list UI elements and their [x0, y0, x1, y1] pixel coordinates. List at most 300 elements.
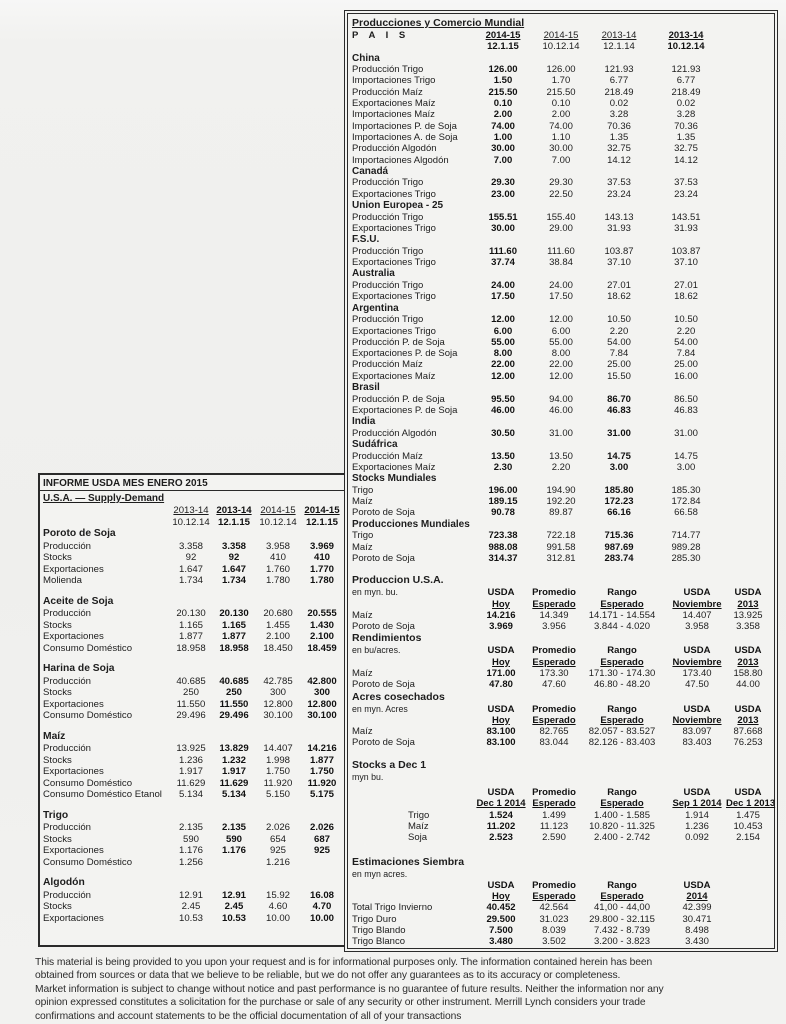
table-row [352, 246, 772, 257]
column-subheader: 2013 [737, 714, 759, 726]
cell-value: 12.800 [307, 698, 337, 710]
cell-value: 12.91 [221, 889, 246, 901]
cell-value: 54.00 [674, 336, 698, 348]
column-subheader: Esperado [532, 798, 576, 810]
table-row [352, 75, 772, 86]
row-label: Trigo Blando [352, 925, 406, 937]
table-row [43, 676, 343, 688]
column-subheader: Esperado [600, 891, 644, 903]
cell-value: 2.20 [609, 325, 629, 337]
row-label: Exportaciones Maíz [352, 370, 436, 382]
cell-value: 1.750 [309, 766, 334, 777]
table-row [352, 87, 772, 98]
cell-value: 15.50 [607, 370, 631, 382]
cell-value: 29.496 [176, 710, 206, 721]
cell-value: 0.10 [493, 98, 513, 110]
cell-value: 2.026 [265, 822, 290, 833]
cell-value: 23.24 [674, 188, 698, 200]
cell-value: 2.30 [493, 461, 513, 473]
cell-value: 30.100 [307, 710, 337, 721]
usda-supply-demand-table [38, 473, 346, 947]
cell-value: 2.20 [551, 461, 571, 473]
cell-value: 6.00 [493, 325, 513, 337]
column-year: 2014-15 [485, 30, 521, 41]
cell-value: 185.30 [671, 484, 701, 496]
cell-value: 70.36 [674, 120, 698, 132]
cell-value: 14.407 [263, 743, 293, 754]
cell-value: 46.83 [674, 404, 698, 416]
section-header: China [352, 52, 380, 64]
cell-value: 0.02 [609, 98, 629, 110]
row-label: Exportaciones Trigo [352, 325, 436, 337]
row-label: Stocks [43, 754, 72, 766]
table-row [352, 155, 772, 166]
row-label: Consumo Doméstico [43, 856, 133, 868]
section-header: Canadá [352, 165, 389, 177]
row-label: Poroto de Soja [352, 737, 415, 749]
cell-value: 14.75 [674, 450, 698, 462]
cell-value: 54.00 [607, 336, 631, 348]
cell-value: 590 [182, 833, 199, 845]
row-label: Exportaciones P. de Soja [352, 348, 458, 360]
cell-value: 66.58 [674, 507, 698, 519]
cell-value: 2.45 [224, 901, 244, 912]
cell-value: 654 [269, 833, 286, 845]
cell-value: 11.202 [486, 820, 516, 832]
cell-value: 20.555 [307, 608, 337, 619]
column-header: USDA [683, 587, 711, 599]
cell-value: 83.100 [486, 726, 516, 738]
table-row [352, 610, 772, 621]
cell-value: 3.844 - 4.020 [594, 621, 650, 633]
cell-value: 192.20 [546, 496, 576, 508]
column-subheader: Dec 1 2013 [726, 798, 776, 810]
world-table-body [352, 52, 776, 948]
spacer-cell [352, 787, 470, 798]
usda-column-headers [43, 505, 343, 528]
cell-value: 988.08 [488, 541, 518, 553]
cell-value: 3.358 [221, 540, 246, 552]
section-header: Harina de Soja [43, 663, 115, 674]
table-row [43, 755, 343, 767]
table-row [352, 914, 772, 925]
column-subheader: 2013 [737, 656, 759, 668]
column-subheader: 2013 [737, 598, 759, 610]
world-production-table [344, 10, 778, 952]
cell-value: 1.780 [265, 575, 290, 586]
cell-value: 11.629 [176, 777, 206, 789]
column-date: 10.12.14 [259, 516, 297, 528]
column-header: Rango [607, 645, 637, 657]
cell-value: 14.171 - 14.554 [588, 609, 656, 621]
cell-value: 1.455 [265, 619, 290, 631]
cell-value: 991.58 [546, 541, 576, 553]
cell-value: 3.00 [676, 461, 696, 473]
cell-value: 18.958 [219, 642, 249, 654]
cell-value: 10.00 [265, 912, 290, 924]
column-header: USDA [734, 645, 762, 657]
cell-value: 22.00 [491, 359, 515, 371]
cell-value: 82.126 - 83.403 [588, 737, 656, 749]
cell-value: 5.175 [309, 789, 334, 800]
column-date: 10.12.14 [542, 41, 580, 53]
cell-value: 18.62 [674, 291, 698, 303]
table-row [352, 121, 772, 132]
cell-value: 89.87 [549, 507, 573, 519]
table-row [43, 913, 343, 925]
cell-value: 714.77 [671, 530, 701, 542]
us-header-row-2 [352, 599, 772, 610]
cell-value: 17.50 [549, 291, 573, 303]
cell-value: 121.93 [604, 64, 634, 76]
cell-value: 3.28 [676, 109, 696, 121]
cell-value: 18.958 [176, 642, 206, 654]
cell-value: 1.165 [178, 619, 203, 631]
cell-value: 23.00 [491, 188, 515, 200]
column-date: 10.12.14 [172, 516, 210, 528]
disclaimer-line: This material is being provided to you upon your request and is for informational purposes only. The information contained herein has been [35, 957, 653, 968]
cell-value: 3.502 [542, 936, 566, 948]
cell-value: 76.253 [733, 737, 763, 749]
column-subheader: Sep 1 2014 [672, 798, 722, 810]
cell-value: 1.914 [685, 809, 709, 821]
cell-value: 27.01 [607, 280, 631, 292]
column-year: 2013-14 [173, 505, 209, 516]
cell-value: 5.134 [221, 789, 246, 800]
table-row [352, 737, 772, 748]
row-label: Consumo Doméstico [43, 642, 133, 654]
unit-label: en myn acres. [352, 868, 408, 879]
cell-value: 2.590 [542, 832, 566, 844]
cell-value: 22.50 [549, 188, 573, 200]
cell-value: 715.36 [604, 530, 634, 542]
table-row [352, 371, 772, 382]
cell-value: 30.00 [491, 143, 515, 155]
row-label: Poroto de Soja [352, 507, 415, 519]
spacer-cell [352, 41, 471, 52]
cell-value: 14.216 [307, 743, 337, 754]
row-label: Consumo Doméstico Etanol [43, 789, 162, 800]
row-label: Producción Maíz [352, 450, 423, 462]
us-header-row-1 [352, 645, 772, 656]
spacer-cell [352, 715, 470, 726]
cell-value: 1.770 [309, 563, 334, 575]
cell-value: 29.30 [549, 177, 573, 189]
table-row [352, 496, 772, 507]
row-label: Maíz [352, 609, 373, 621]
table-row [43, 743, 343, 755]
cell-value: 13.50 [491, 450, 515, 462]
row-label: Producción [43, 889, 91, 901]
cell-value: 314.37 [488, 552, 518, 564]
cell-value: 172.23 [604, 496, 634, 508]
cell-value: 7.00 [493, 154, 513, 166]
spacer-cell [352, 599, 470, 610]
column-subheader: Noviembre [672, 598, 722, 610]
cell-value: 83.044 [539, 737, 569, 749]
cell-value: 171.30 - 174.30 [588, 668, 656, 679]
cell-value: 2.45 [181, 901, 201, 912]
table-row [352, 212, 772, 223]
row-label: Exportaciones P. de Soja [352, 404, 458, 416]
row-label: Maíz [352, 726, 373, 738]
table-row [352, 257, 772, 268]
table-row [352, 394, 772, 405]
cell-value: 30.00 [549, 143, 573, 155]
row-label: Soja [408, 832, 428, 844]
column-header: USDA [487, 787, 515, 799]
cell-value: 17.50 [491, 291, 515, 303]
column-subheader: Esperado [600, 598, 644, 610]
section-header: Australia [352, 268, 395, 280]
table-row [352, 280, 772, 291]
column-year: 2014-15 [543, 30, 579, 41]
row-label: Poroto de Soja [352, 679, 415, 691]
cell-value: 10.453 [733, 820, 763, 832]
unit-label: en bu/acres. [352, 645, 401, 656]
row-label: Exportaciones Trigo [352, 257, 436, 269]
cell-value: 173.40 [682, 668, 712, 679]
row-label: Producción [43, 675, 91, 687]
row-label: Trigo Duro [352, 913, 397, 925]
table-row [352, 507, 772, 518]
table-row [352, 143, 772, 154]
cell-value: 37.53 [607, 177, 631, 189]
column-year: 2013-14 [668, 30, 704, 41]
cell-value: 2.100 [309, 631, 334, 642]
cell-value: 5.150 [265, 789, 290, 800]
world-years-row [352, 30, 772, 41]
cell-value: 7.84 [676, 348, 696, 360]
column-subheader: Esperado [600, 714, 644, 726]
cell-value: 42.564 [539, 902, 569, 914]
column-header: USDA [683, 787, 711, 799]
row-label: Consumo Doméstico [43, 710, 133, 721]
world-dates-row [352, 41, 772, 52]
row-label: Exportaciones Trigo [352, 222, 436, 234]
column-header: USDA [487, 703, 515, 715]
cell-value: 2.154 [736, 832, 760, 844]
us-header-row-1 [352, 704, 772, 715]
cell-value: 590 [225, 833, 242, 845]
cell-value: 3.480 [489, 936, 513, 948]
column-subheader: Esperado [600, 656, 644, 668]
cell-value: 13.829 [219, 743, 249, 754]
table-row [352, 359, 772, 370]
table-row [352, 810, 772, 821]
row-label: Producción Trigo [352, 314, 424, 326]
cell-value: 14.349 [539, 609, 569, 621]
cell-value: 13.50 [549, 450, 573, 462]
cell-value: 1.877 [221, 631, 246, 642]
table-row [352, 109, 772, 120]
cell-value: 11.550 [176, 698, 206, 710]
cell-value: 86.50 [674, 393, 698, 405]
cell-value: 0.10 [551, 98, 571, 110]
row-label: Exportaciones [43, 766, 104, 777]
us-header-row-2 [352, 798, 776, 810]
column-year: 2013-14 [601, 30, 637, 41]
cell-value: 1.734 [178, 575, 203, 586]
table-row [352, 189, 772, 200]
table-row [352, 462, 772, 473]
cell-value: 74.00 [491, 120, 515, 132]
table-row [43, 541, 343, 553]
cell-value: 987.69 [604, 541, 634, 553]
section-header: Poroto de Soja [43, 528, 116, 539]
cell-value: 1.400 - 1.585 [594, 809, 650, 821]
cell-value: 111.60 [547, 245, 575, 257]
cell-value: 1.10 [551, 131, 571, 143]
cell-value: 121.93 [671, 64, 701, 76]
table-row [352, 553, 772, 564]
cell-value: 925 [313, 845, 330, 856]
us-header-row-1 [352, 787, 772, 798]
cell-value: 3.969 [489, 621, 513, 633]
row-label: Producción P. de Soja [352, 336, 445, 348]
cell-value: 1.430 [309, 619, 334, 631]
row-label: Producción Trigo [352, 245, 424, 257]
cell-value: 20.130 [219, 608, 249, 619]
cell-value: 1.176 [178, 845, 203, 856]
cell-value: 37.10 [674, 257, 698, 269]
usda-table-title: INFORME USDA MES ENERO 2015 [40, 477, 344, 491]
row-label: Exportaciones [43, 845, 104, 856]
cell-value: 722.18 [546, 530, 576, 542]
column-subheader: Esperado [532, 714, 576, 726]
cell-value: 46.80 - 48.20 [594, 679, 650, 691]
column-date: 12.1.14 [603, 41, 635, 53]
table-row [43, 631, 343, 643]
table-row [352, 451, 772, 462]
cell-value: 4.70 [312, 901, 332, 912]
cell-value: 94.00 [549, 393, 573, 405]
column-year: 2013-14 [216, 505, 252, 516]
cell-value: 8.498 [685, 925, 709, 937]
cell-value: 14.75 [607, 450, 631, 462]
table-row [43, 789, 343, 801]
cell-value: 2.400 - 2.742 [594, 832, 650, 844]
spacer-cell [43, 517, 170, 529]
cell-value: 7.00 [551, 154, 571, 166]
table-row [352, 925, 772, 936]
cell-value: 3.956 [542, 621, 566, 633]
cell-value: 29.00 [549, 222, 573, 234]
section-header: Algodón [43, 877, 85, 888]
row-label: Producción [43, 608, 91, 619]
cell-value: 13.925 [176, 743, 206, 754]
section-header: Argentina [352, 302, 399, 314]
disclaimer-line: confirmations and account statements to be the official documentation of all of your transactions [35, 1010, 462, 1022]
cell-value: 1.917 [221, 766, 246, 777]
cell-value: 10.53 [221, 912, 246, 924]
section-header: Rendimientos [352, 632, 422, 645]
row-label: Exportaciones Trigo [352, 291, 436, 303]
cell-value: 3.200 - 3.823 [594, 936, 650, 948]
cell-value: 10.53 [178, 912, 203, 924]
cell-value: 410 [313, 552, 330, 563]
cell-value: 2.523 [489, 832, 513, 844]
row-label: Stocks [43, 687, 72, 698]
row-label: Maíz [408, 820, 429, 832]
cell-value: 3.958 [685, 621, 709, 633]
cell-value: 2.135 [221, 822, 246, 833]
cell-value: 16.08 [309, 889, 334, 901]
cell-value: 312.81 [546, 552, 576, 564]
row-label: Exportaciones [43, 563, 104, 575]
table-row [43, 834, 343, 846]
table-row [43, 687, 343, 699]
cell-value: 40.685 [176, 675, 206, 687]
cell-value: 86.70 [607, 393, 631, 405]
cell-value: 30.00 [491, 222, 515, 234]
row-label: Trigo Blanco [352, 936, 405, 948]
table-row [352, 621, 772, 632]
cell-value: 14.216 [486, 609, 516, 621]
cell-value: 25.00 [607, 359, 631, 371]
table-row [352, 291, 772, 302]
table-row [352, 326, 772, 337]
spacer [352, 564, 772, 574]
column-header: USDA [683, 879, 711, 891]
column-subheader: Esperado [532, 598, 576, 610]
column-subheader: Dec 1 2014 [476, 798, 526, 810]
cell-value: 31.023 [539, 913, 569, 925]
cell-value: 1.998 [265, 754, 290, 766]
cell-value: 0.092 [685, 832, 709, 844]
column-subheader: Esperado [532, 891, 576, 903]
section-header: Estimaciones Siembra [352, 855, 465, 868]
cell-value: 215.50 [546, 86, 576, 98]
cell-value: 18.450 [263, 642, 293, 654]
row-label: Producción Maíz [352, 86, 423, 98]
cell-value: 155.40 [546, 211, 576, 223]
cell-value: 11.550 [219, 698, 249, 710]
cell-value: 18.459 [307, 642, 337, 654]
table-row [43, 778, 343, 790]
cell-value: 24.00 [491, 280, 515, 292]
cell-value: 66.16 [607, 507, 631, 519]
cell-value: 31.93 [674, 222, 698, 234]
cell-value: 8.00 [551, 348, 571, 360]
table-row [352, 314, 772, 325]
cell-value: 14.12 [674, 154, 698, 166]
us-header-row-2 [352, 657, 772, 668]
table-row [352, 936, 772, 947]
cell-value: 42.399 [682, 902, 712, 914]
cell-value: 1.216 [265, 856, 290, 868]
cell-value: 32.75 [607, 143, 631, 155]
disclaimer-line: obtained from sources or data that we believe to be reliable, but we do not offer any guarantees as to its accuracy or completeness. [35, 970, 621, 982]
row-label: Trigo [408, 809, 430, 821]
column-header: Rango [607, 787, 637, 799]
cell-value: 2.00 [551, 109, 571, 121]
cell-value: 1.499 [542, 809, 566, 821]
cell-value [212, 857, 256, 869]
cell-value: 5.134 [178, 789, 203, 800]
cell-value: 1.917 [178, 766, 203, 777]
column-header: Rango [607, 587, 637, 599]
cell-value: 38.84 [549, 257, 573, 269]
cell-value: 1.760 [265, 563, 290, 575]
section-header: Stocks a Dec 1 [352, 758, 427, 771]
cell-value: 171.00 [486, 668, 516, 679]
cell-value: 1.877 [178, 631, 203, 642]
cell-value: 8.039 [542, 925, 566, 937]
cell-value: 87.668 [733, 726, 763, 738]
cell-value: 1.236 [178, 754, 203, 766]
table-row [43, 822, 343, 834]
